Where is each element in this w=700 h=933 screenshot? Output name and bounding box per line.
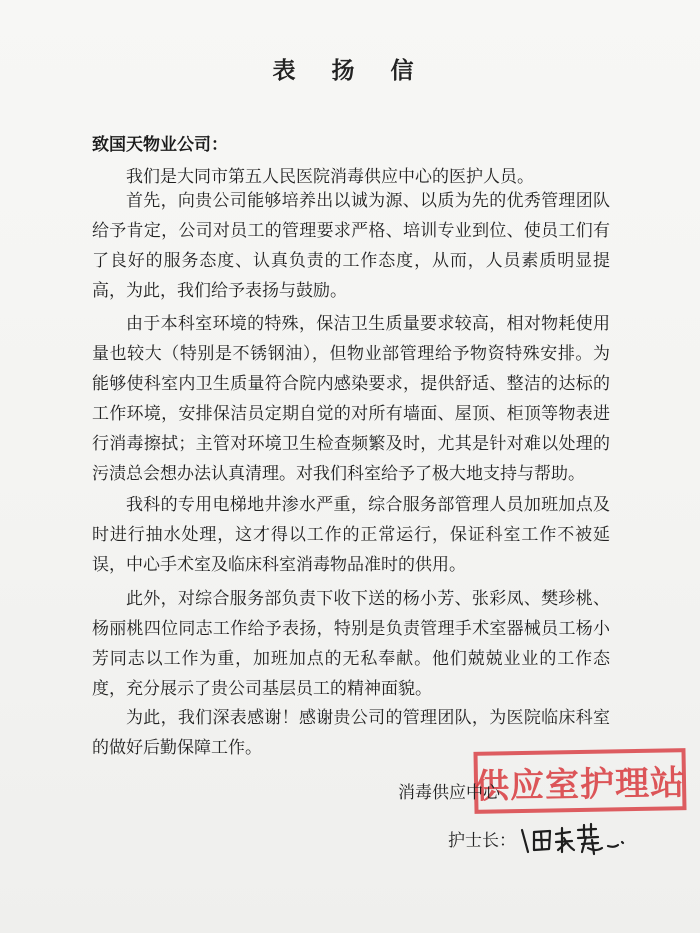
letter-paragraph: 为此，我们深表感谢！感谢贵公司的管理团队，为医院临床科室的做好后勤保障工作。 <box>92 708 610 758</box>
closing-organization: 消毒供应中心 <box>398 783 500 803</box>
letter-title: 表 扬 信 <box>272 57 428 84</box>
letter-paragraph: 首先，向贵公司能够培养出以诚为源、以质为先的优秀管理团队给予肯定，公司对员工的管理要求严格、培训专业到位、使员工们有了良好的服务态度、认真负责的工作态度，从而，人员素质明显提高，为此，我们给予表扬与鼓励。 <box>92 191 610 301</box>
letter-salutation: 致国天物业公司： <box>92 135 228 155</box>
letter-paragraph: 由于本科室环境的特殊，保洁卫生质量要求较高，相对物耗使用量也较大（特别是不锈钢油），但物业部管理给予物资特殊安排。为能够使科室内卫生质量符合院内感染要求，提供舒适、整洁的达标的工作环境，安排保洁员定期自觉的对所有墙面、屋顶、柜顶等物表进行消毒擦拭；主管对环境卫生检查频繁及时，尤其是针对难以处理的污渍总会想办法认真清理。对我们科室给予了极大地支持与帮助。 <box>92 314 610 484</box>
handwritten-signature <box>518 812 630 862</box>
closing-signature-label: 护士长： <box>448 831 516 851</box>
stamp-text: 供应室护理站 <box>474 762 686 807</box>
letter-paragraph: 我们是大同市第五人民医院消毒供应中心的医护人员。 <box>126 167 534 187</box>
official-stamp <box>473 748 686 814</box>
letter-paragraph: 此外，对综合服务部负责下收下送的杨小芳、张彩凤、樊珍桃、杨丽桃四位同志工作给予表扬，特别是负责管理手术室器械员工杨小芳同志以工作为重，加班加点的无私奉献。他们兢兢业业的工作态度，充分展示了贵公司基层员工的精神面貌。 <box>92 589 610 699</box>
letter-paragraph: 我科的专用电梯地井渗水严重，综合服务部管理人员加班加点及时进行抽水处理，这才得以工作的正常运行，保证科室工作不被延误，中心手术室及临床科室消毒物品准时的供用。 <box>92 495 610 575</box>
